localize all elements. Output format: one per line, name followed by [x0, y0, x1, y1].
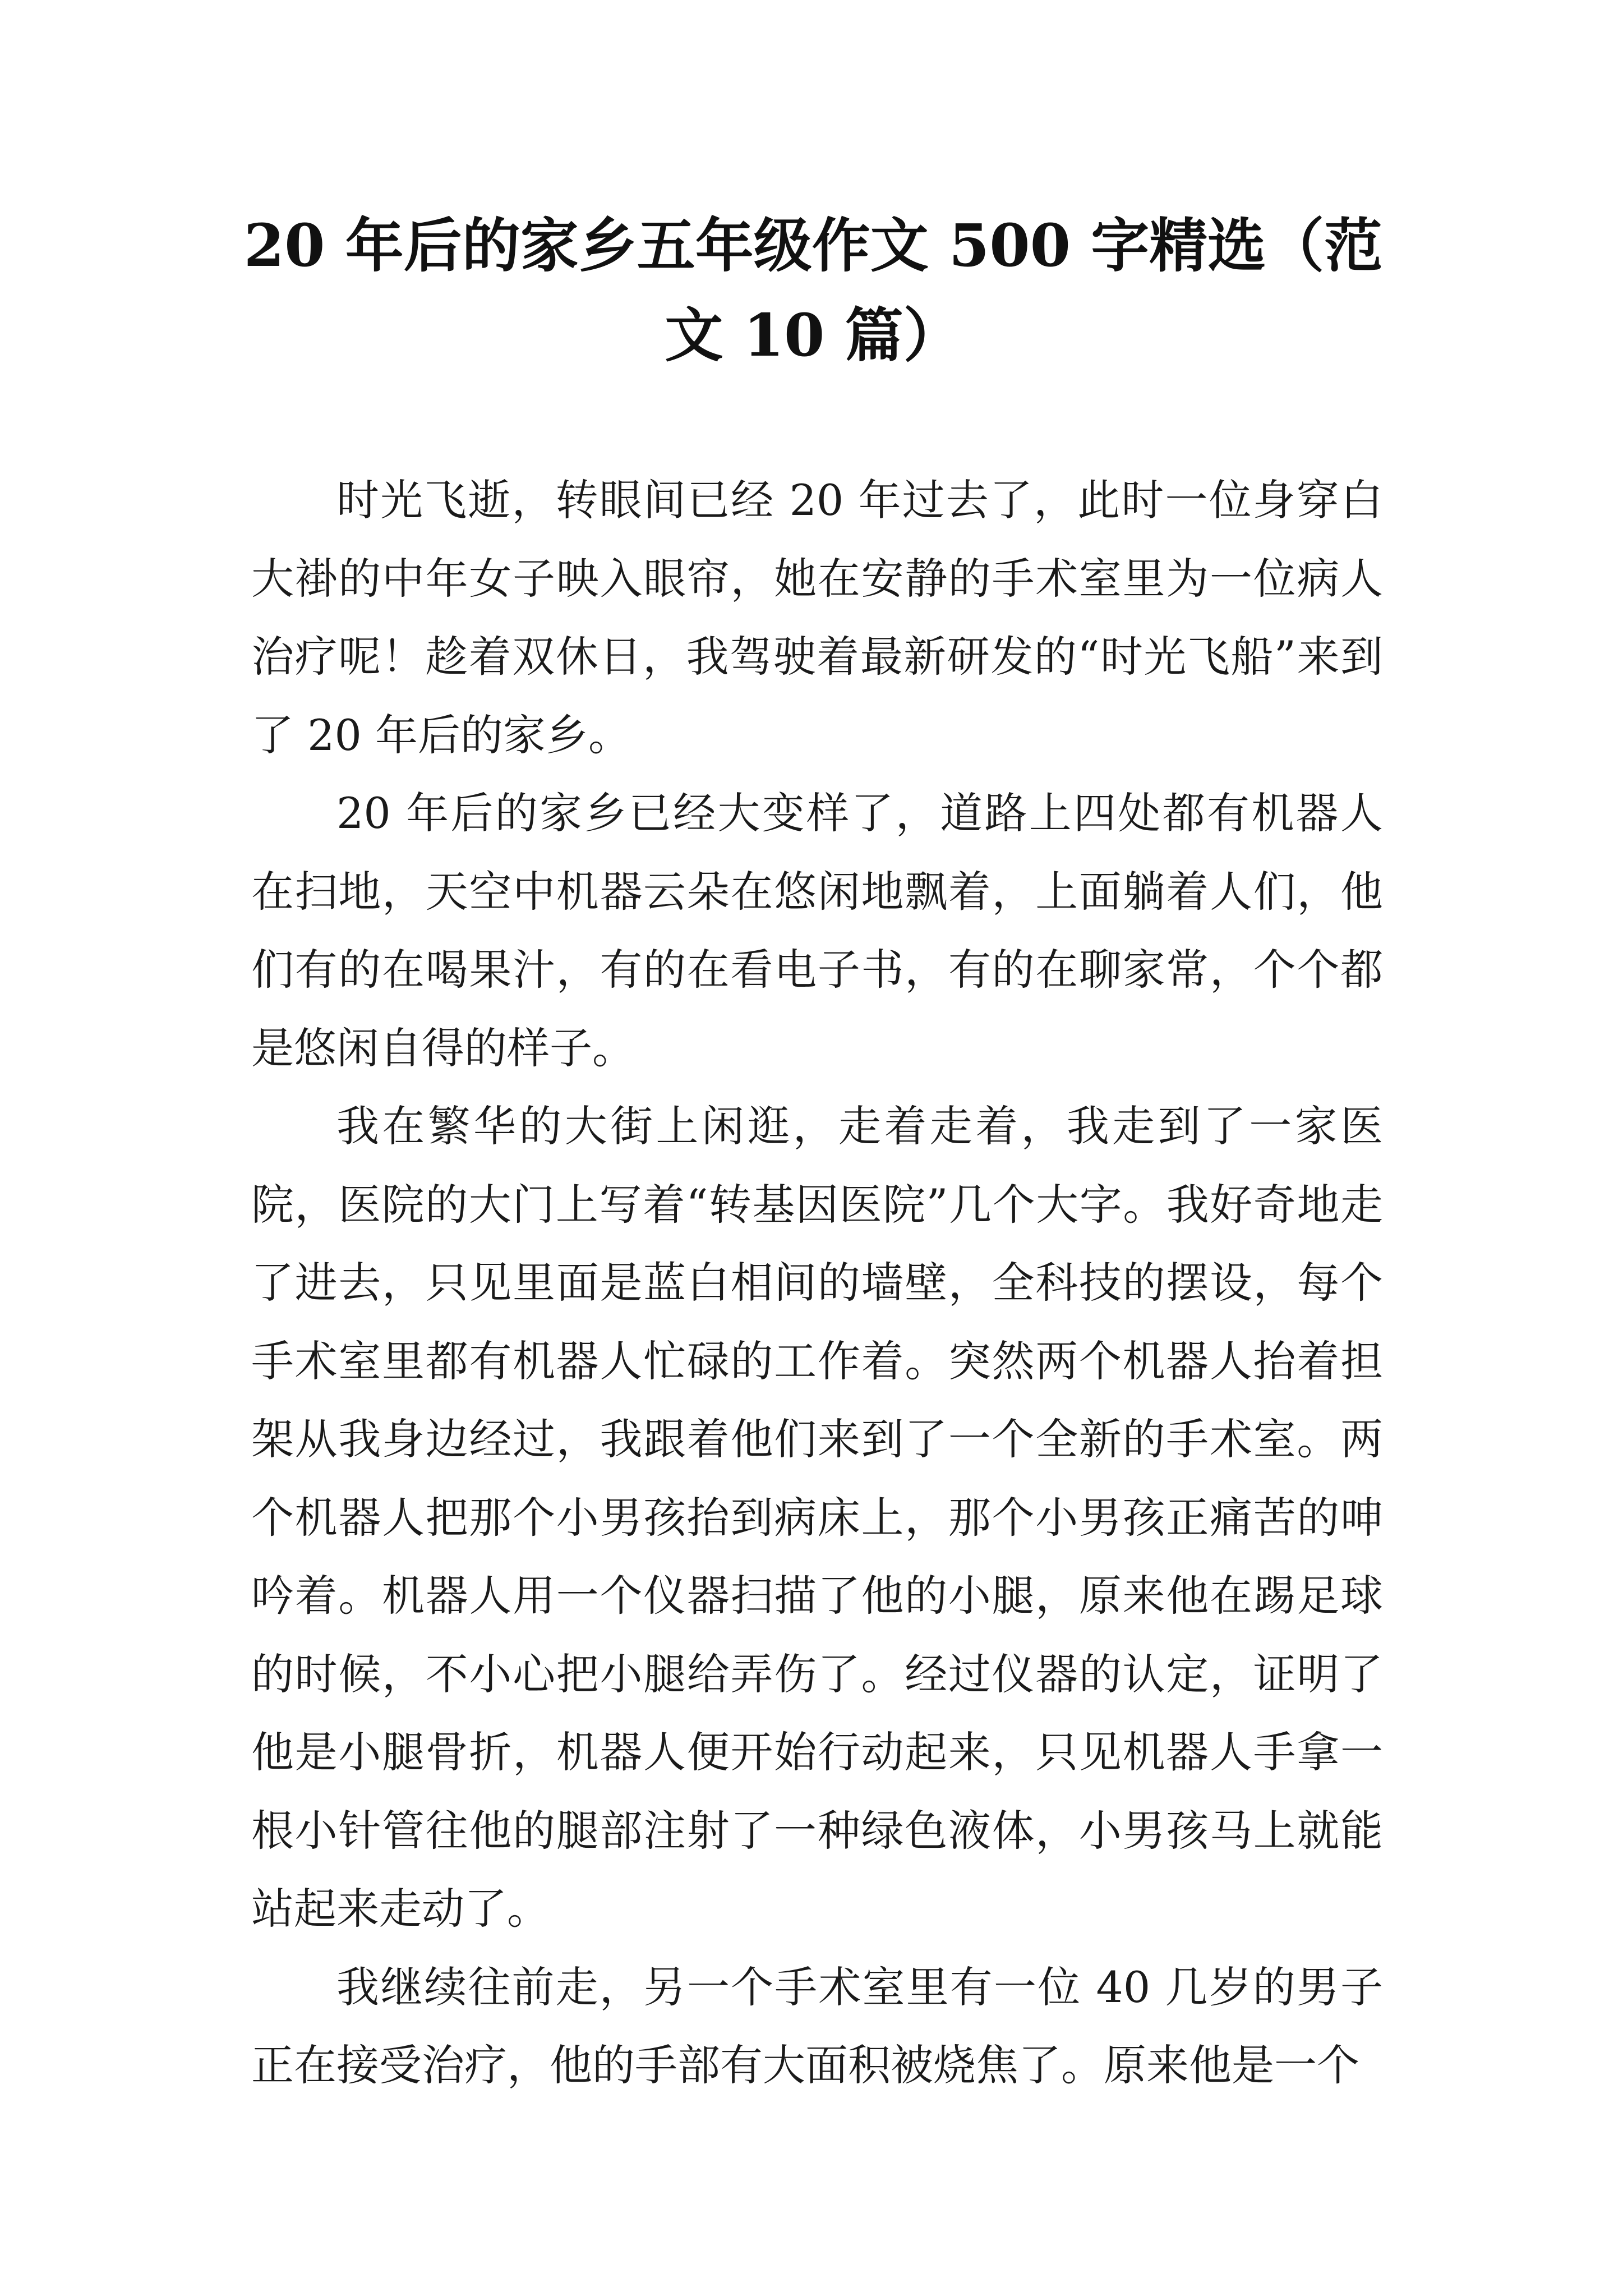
paragraph: 我在繁华的大街上闲逛，走着走着，我走到了一家医院，医院的大门上写着“转基因医院”几个大字。我好奇地走了进去，只见里面是蓝白相间的墙壁，全科技的摆设，每个手术室里都有机器人忙碌的工作着。突然两个机器人抬着担架从我身边经过，我跟着他们来到了一个全新的手术室。两个机器人把那个小男孩抬到病床上，那个小男孩正痛苦的呻吟着。机器人用一个仪器扫描了他的小腿，原来他在踢足球的时候，不小心把小腿给弄伤了。经过仪器的认定，证明了他是小腿骨折，机器人便开始行动起来，只见机器人手拿一根小针管往他的腿部注射了一种绿色液体，小男孩马上就能站起来走动了。 — [251, 1101, 1383, 1934]
document-title: 20 年后的家乡五年级作文 500 字精选（范文 10 篇） — [243, 211, 1383, 370]
paragraph: 我继续往前走，另一个手术室里有一位 40 几岁的男子正在接受治疗，他的手部有大面积被烧焦了。原来他是一个 — [251, 1962, 1383, 2090]
document-body — [251, 461, 1383, 2105]
paragraph: 20 年后的家乡已经大变样了，道路上四处都有机器人在扫地，天空中机器云朵在悠闲地飘着，上面躺着人们，他们有的在喝果汁，有的在看电子书，有的在聊家常，个个都是悠闲自得的样子。 — [251, 788, 1383, 1073]
paragraph: 时光飞逝，转眼间已经 20 年过去了，此时一位身穿白大褂的中年女子映入眼帘，她在安静的手术室里为一位病人治疗呢！趁着双休日，我驾驶着最新研发的“时光飞船”来到了 20 年后的家乡。 — [251, 475, 1383, 760]
